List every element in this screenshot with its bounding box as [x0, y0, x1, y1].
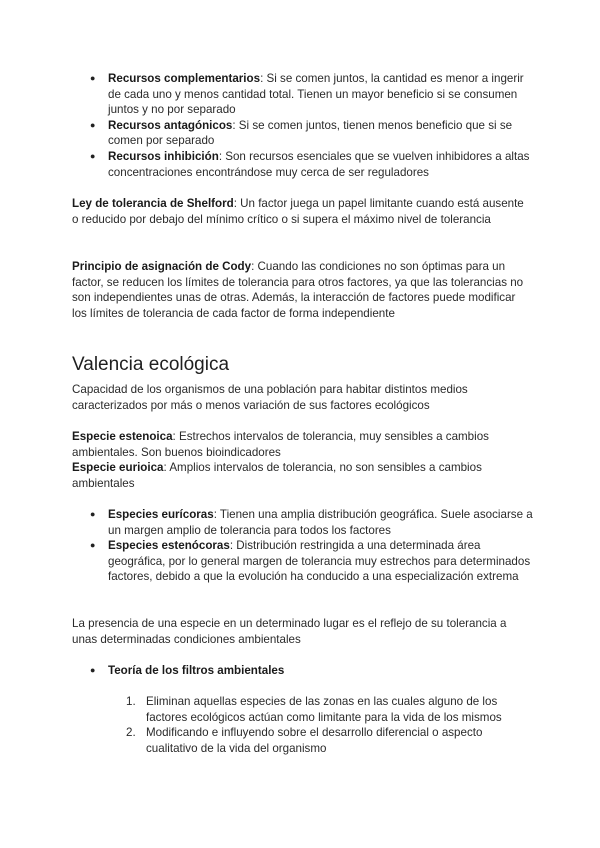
- definition: : Son recursos esenciales que se vuelven inhibidores a altas concentraciones encontrándose muy cerca de ser reguladores: [108, 149, 530, 179]
- definition: : Distribución restringida a una determinada área geográfica, por lo general margen de tolerancia muy estrechos para determinados factores, debido a que la evolución ha conducido a una especialización extrema: [108, 539, 531, 584]
- list-item: [108, 663, 533, 679]
- list-item: [108, 149, 533, 180]
- definition: : Tienen una amplia distribución geográfica. Suele asociarse a un margen amplio de tolerancia para todos los factores: [108, 508, 533, 537]
- definition: : Cuando las condiciones no son óptimas para un factor, se reducen los límites de tolerancia para otros factores, ya que las tolerancias no son independientes unas de otras. Además, la interacción de factores puede modificar los límites de tolerancia de cada factor de forma independiente: [72, 260, 524, 320]
- species-distribution-list: [108, 507, 533, 585]
- term: Principio de asignación de Cody: [72, 260, 252, 273]
- list-item: [108, 71, 533, 118]
- term: Recursos complementarios: [108, 72, 261, 85]
- intro-paragraph: Capacidad de los organismos de una población para habitar distintos medios caracterizados por más o menos variación de sus factores ecológicos: [72, 383, 468, 412]
- list-item: [126, 725, 526, 756]
- theory-list: [108, 663, 533, 679]
- term: Recursos inhibición: [108, 149, 219, 163]
- term: Ley de tolerancia de Shelford: [72, 197, 234, 210]
- estenoica-paragraph: [72, 429, 527, 460]
- term: Especie eurioica: [72, 461, 164, 474]
- list-item: [126, 694, 526, 725]
- eurioica-paragraph: [72, 460, 527, 491]
- section-heading: Valencia ecológica: [72, 354, 230, 375]
- shelford-paragraph: [72, 196, 527, 227]
- item-text: Eliminan aquellas especies de las zonas en las cuales alguno de los factores ecológicos actúan como limitante para la vida de los mismos: [146, 695, 502, 724]
- list-item: [108, 118, 533, 149]
- definition: : Estrechos intervalos de tolerancia, muy sensibles a cambios ambientales. Son buenos bioindicadores: [72, 430, 489, 459]
- theory-heading: Teoría de los filtros ambientales: [108, 664, 285, 677]
- item-text: Modificando e influyendo sobre el desarrollo diferencial o aspecto cualitativo de la vida del organismo: [146, 726, 483, 755]
- definition: : Si se comen juntos, la cantidad es menor a ingerir de cada uno y menos cantidad total. Tienen un mayor beneficio si se consumen juntos y no por separado: [108, 72, 524, 117]
- definition: : Si se comen juntos, tienen menos beneficio que si se comen por separado: [108, 118, 513, 148]
- term: Recursos antagónicos: [108, 118, 233, 132]
- list-item: [108, 538, 533, 585]
- term: Especies estenócoras: [108, 539, 230, 553]
- resource-types-list: [108, 71, 533, 180]
- term: Especies eurícoras: [108, 508, 214, 521]
- list-item: [108, 507, 533, 538]
- item-number: 1.: [126, 695, 136, 708]
- numbered-list: [126, 694, 526, 756]
- presence-paragraph: La presencia de una especie en un determinado lugar es el reflejo de su tolerancia a unas determinadas condiciones ambientales: [72, 617, 507, 646]
- item-number: 2.: [126, 726, 136, 740]
- definition: : Un factor juega un papel limitante cuando está ausente o reducido por debajo del mínimo crítico o si supera el máximo nivel de tolerancia: [72, 197, 524, 226]
- definition: : Amplios intervalos de tolerancia, no son sensibles a cambios ambientales: [72, 461, 482, 490]
- cody-paragraph: [72, 259, 527, 321]
- term: Especie estenoica: [72, 430, 173, 443]
